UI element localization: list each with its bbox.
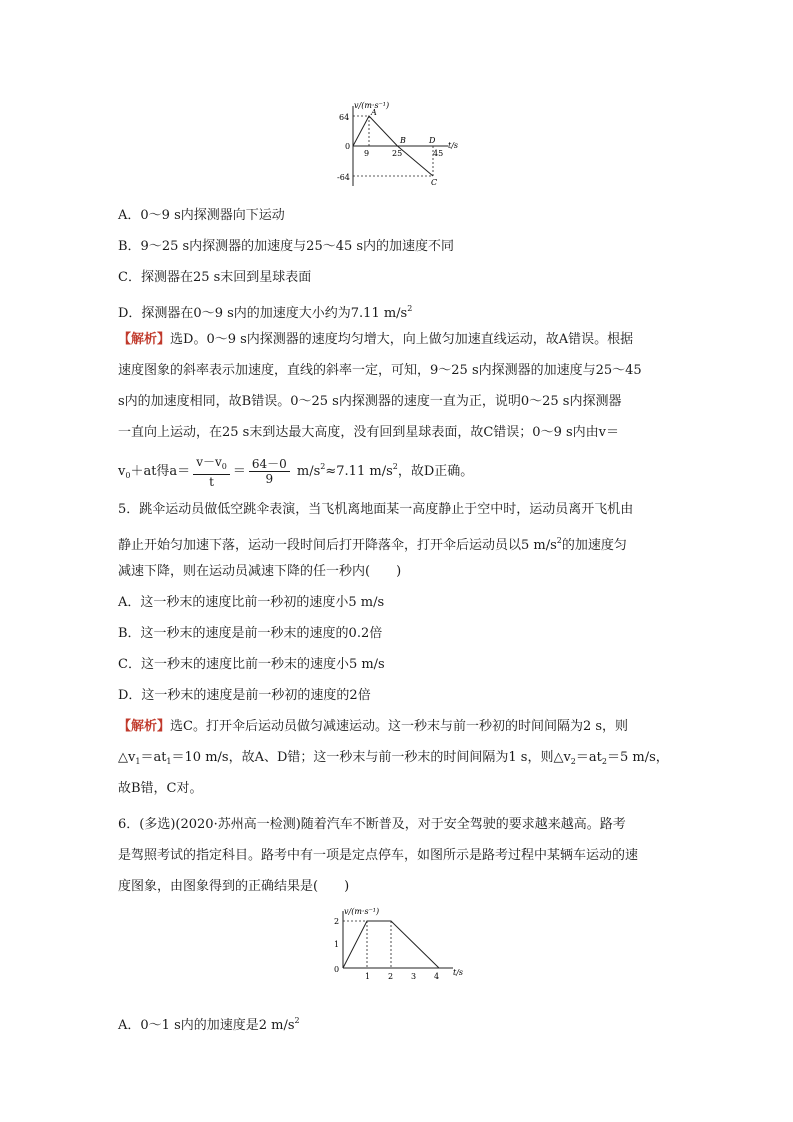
chart-2 [325,905,475,985]
chart-1-ytick-0: 0 [345,142,351,151]
q6-option-a: A．0～1 s内的加速度是2 $m/s^2$ [118,1016,300,1033]
q4-solution-line-2: 速度图象的斜率表示加速度，直线的斜率一定，可知，9～25 s内探测器的加速度与25～45 [118,363,642,378]
chart-2-xtick-4: 4 [434,972,440,981]
chart-1-xtick-9: 9 [364,149,370,158]
chart-1-ytick-m64: -64 [337,173,350,182]
chart-2-ylabel: v/(m·s⁻¹) [344,907,380,916]
q5-option-d: D．这一秒末的速度是前一秒初的速度的2倍 [118,688,371,703]
chart-1-point-b: B [400,136,406,145]
fraction-1: $\frac{v-v_0}{t}$ [193,455,230,489]
fraction-2: $\frac{64-0}{9}$ [249,457,290,486]
q5-option-a: A．这一秒末的速度比前一秒初的速度小5 m/s [118,595,385,610]
q5-stem-line-1: 5．跳伞运动员做低空跳伞表演，当飞机离地面某一高度静止于空中时，运动员离开飞机由 [118,502,634,517]
q5-stem-line-3: 减速下降，则在运动员减速下降的任一秒内( ) [118,564,402,579]
q5-solution-line-2: $\triangle v_1=at_1=10$ m/s，故A、D错；这一秒末与前一秒末的时间间隔为1 s，则$\triangle v_2=at_2=5$ m/s， [118,750,669,766]
chart-2-xlabel: t/s [453,968,464,977]
chart-1-xtick-25: 25 [392,149,403,158]
q4-solution-line-1: 【解析】选D。0～9 s内探测器的速度均匀增大，向上做匀加速直线运动，故A错误。根据 [118,332,634,347]
q5-stem-line-2: 静止开始匀加速下落，运动一段时间后打开降落伞，打开伞后运动员以5 $m/s^2$的加速度匀 [118,536,627,553]
q5-solution-line-1: 【解析】选C。打开伞后运动员做匀减速运动。这一秒末与前一秒初的时间间隔为2 s，则 [118,719,629,734]
q4-solution-line-5: $v_0+at$得a＝ $\frac{v-v_0}{t}$ ＝ $\frac{64-0}{9}$ $m/s^2\approx 7.11$ $m/s^2$，故D正确。 [118,454,474,489]
chart-1-point-c: C [431,178,438,187]
chart-1-ytick-64: 64 [339,113,350,122]
q4-option-d: D．探测器在0～9 s内的加速度大小约为7.11 $m/s^2$ [118,304,413,321]
chart-1-xtick-45: 45 [433,149,444,158]
chart-1-xlabel: t/s [448,141,459,150]
q5-option-b: B．这一秒末的速度是前一秒末的速度的0.2倍 [118,626,383,641]
chart-2-xtick-0: 0 [334,965,340,974]
chart-1-point-a: A [371,108,377,117]
chart-2-series-line [343,921,439,968]
chart-2-xtick-1: 1 [365,972,371,981]
chart-1 [330,98,470,190]
q4-solution-line-4: 一直向上运动，在25 s末到达最大高度，没有回到星球表面，故C错误；0～9 s内由v＝ [118,425,619,440]
q6-stem-line-3: 度图象，由图象得到的正确结果是( ) [118,879,350,894]
chart-2-ytick-1: 1 [334,940,340,949]
q5-option-c: C．这一秒末的速度比前一秒末的速度小5 m/s [118,657,385,672]
chart-1-point-d: D [429,136,436,145]
q5-solution-line-3: 故B错，C对。 [118,781,203,796]
q4-option-a: A．0～9 s内探测器向下运动 [118,208,285,223]
chart-2-ytick-2: 2 [334,917,340,926]
chart-2-xtick-2: 2 [388,972,394,981]
chart-2-xtick-3: 3 [411,972,417,981]
q4-solution-line-3: s内的加速度相同，故B错误。0～25 s内探测器的速度一直为正，说明0～25 s内探测器 [118,394,622,409]
q6-stem-line-1: 6．(多选)(2020·苏州高一检测)随着汽车不断普及，对于安全驾驶的要求越来越高。路考 [118,817,626,832]
q4-option-b: B．9～25 s内探测器的加速度与25～45 s内的加速度不同 [118,239,455,254]
q4-solution-tag: 【解析】 [118,332,171,347]
q4-option-c: C．探测器在25 s末回到星球表面 [118,270,312,285]
q6-stem-line-2: 是驾照考试的指定科目。路考中有一项是定点停车，如图所示是路考过程中某辆车运动的速 [118,848,639,863]
chart-1-ylabel: v/(m·s⁻¹) [354,101,390,110]
q5-solution-tag: 【解析】 [118,719,171,734]
